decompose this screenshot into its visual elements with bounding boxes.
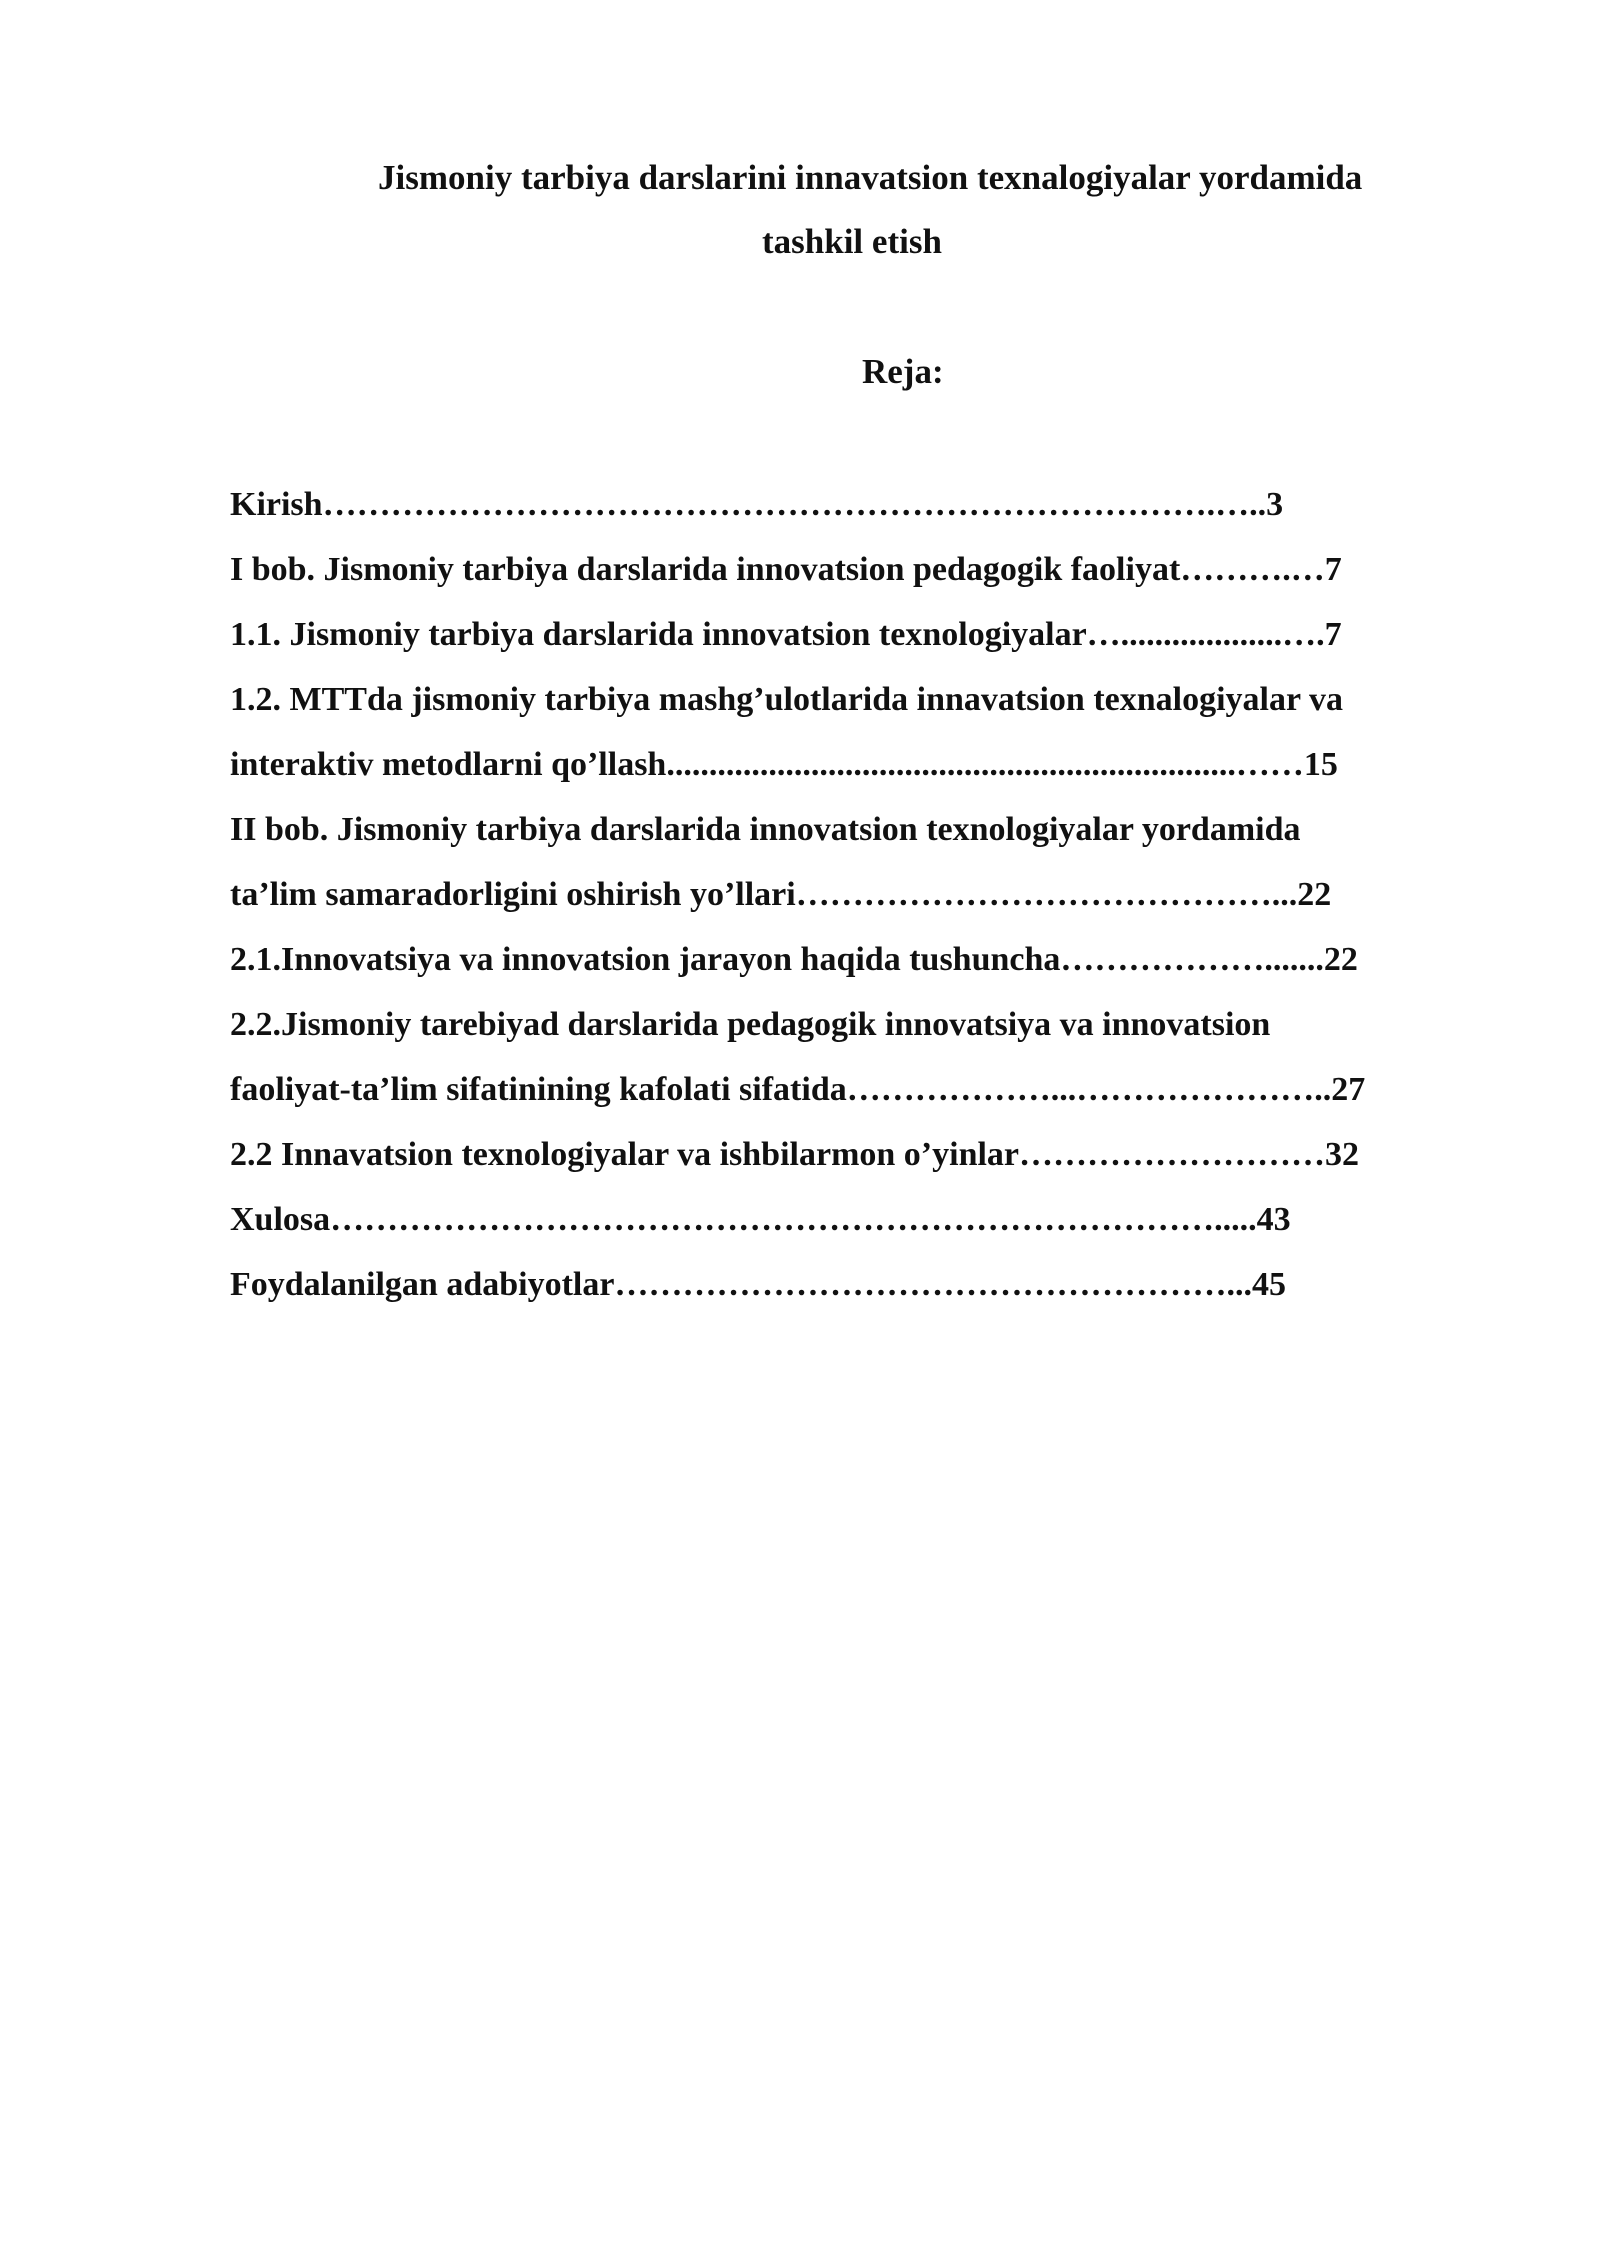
plan-heading: Reja: xyxy=(862,352,944,391)
toc-entry-chapter-1: I bob. Jismoniy tarbiya darslarida innovatsion pedagogik faoliyat……….…7 xyxy=(230,551,1342,588)
toc-entry-xulosa: Xulosa…………………………………………………………………….....43 xyxy=(230,1201,1291,1238)
document-title-line-1: Jismoniy tarbiya darslarini innavatsion texnalogiyalar yordamida xyxy=(378,158,1363,197)
toc-entry-1-1: 1.1. Jismoniy tarbiya darslarida innovatsion texnologiyalar…...................….7 xyxy=(230,616,1342,653)
toc-entry-kirish: Kirish…………………………………………………………………….…..3 xyxy=(230,486,1284,523)
toc-entry-chapter-2-line-1: II bob. Jismoniy tarbiya darslarida innovatsion texnologiyalar yordamida xyxy=(230,811,1301,848)
toc-entry-2-2-line-1: 2.2.Jismoniy tarebiyad darslarida pedagogik innovatsiya va innovatsion xyxy=(230,1006,1271,1043)
toc-entry-2-1: 2.1.Innovatsiya va innovatsion jarayon haqida tushuncha……………….......22 xyxy=(230,941,1358,978)
toc-entry-1-2-line-1: 1.2. MTTda jismoniy tarbiya mashg’ulotlarida innavatsion texnalogiyalar va xyxy=(230,681,1343,718)
document-title-line-2: tashkil etish xyxy=(762,222,942,261)
toc-entry-1-2-line-2: interaktiv metodlarni qo’llash...................................................................……15 xyxy=(230,746,1338,783)
toc-entry-2-2-games: 2.2 Innavatsion texnologiyalar va ishbilarmon o’yinlar………………………32 xyxy=(230,1136,1360,1173)
toc-entry-references: Foydalanilgan adabiyotlar………………………………………………...45 xyxy=(230,1266,1286,1303)
toc-entry-2-2-line-2: faoliyat-ta’lim sifatinining kafolati sifatida………………...…………………..27 xyxy=(230,1071,1366,1108)
toc-entry-chapter-2-line-2: ta’lim samaradorligini oshirish yo’llari……………………………………...22 xyxy=(230,876,1332,913)
